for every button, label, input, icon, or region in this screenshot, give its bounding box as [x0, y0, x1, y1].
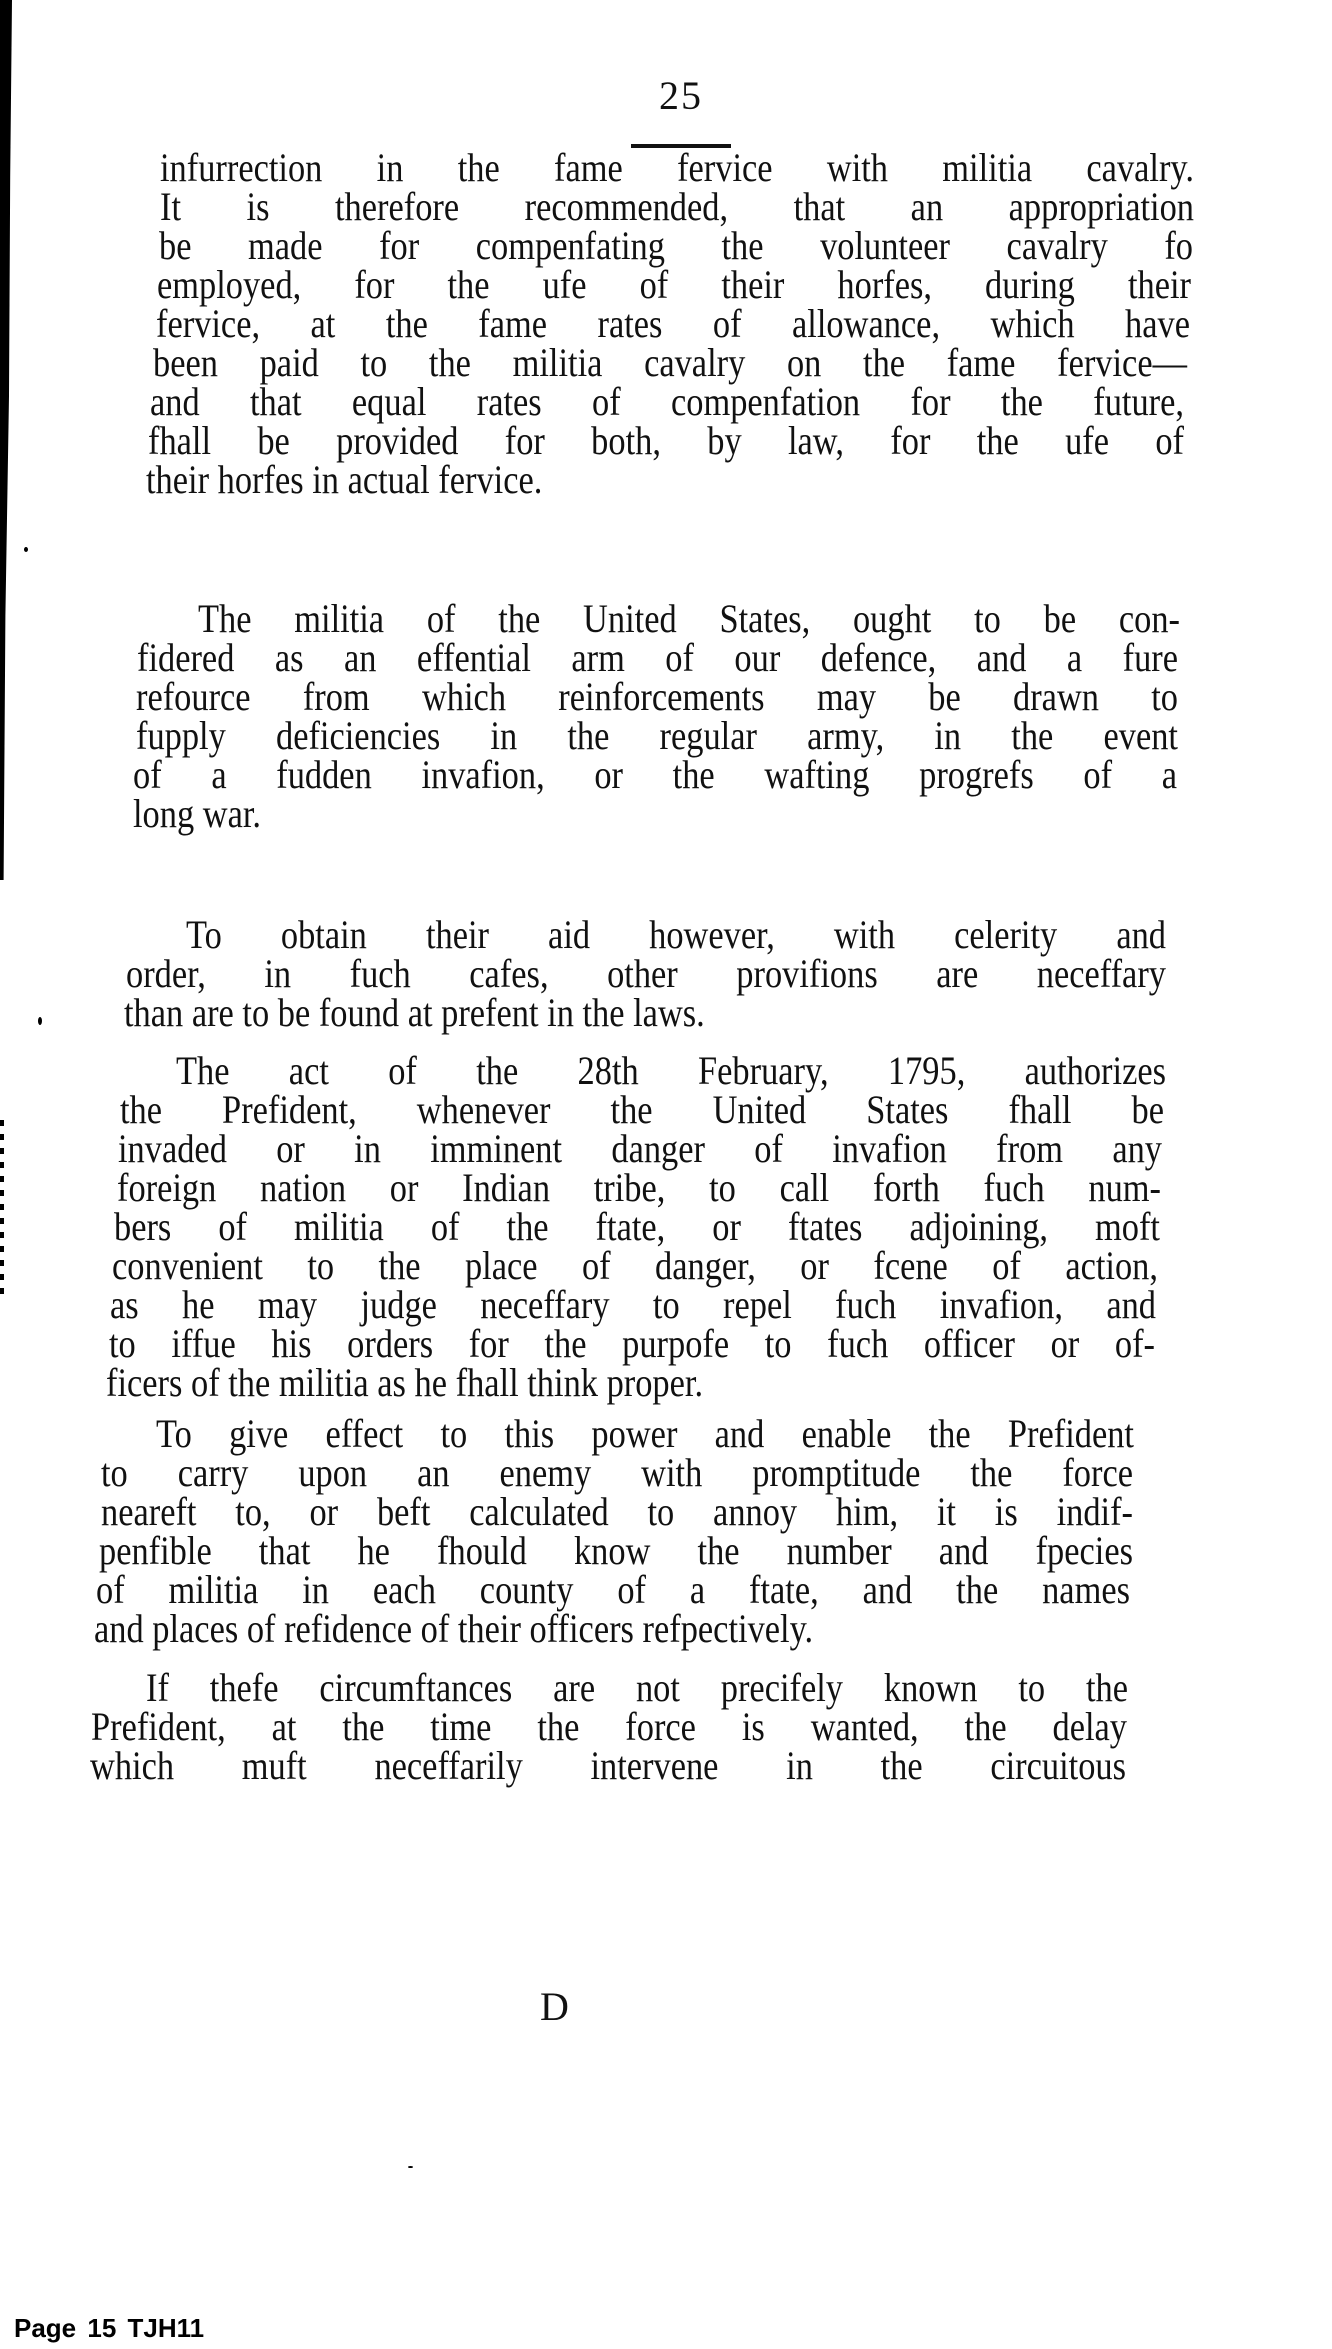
- text-line: Prefident, at the time the force is wanted, the delay: [91, 1704, 1127, 1749]
- text-line: To give effect to this power and enable the Prefident: [156, 1411, 1134, 1456]
- signature-mark: D: [540, 1984, 569, 2029]
- text-line: ficers of the militia as he fhall think proper.: [106, 1360, 704, 1405]
- text-line: which muft neceffarily intervene in the circuitous: [90, 1743, 1126, 1788]
- text-line: as he may judge neceffary to repel fuch invafion, and: [110, 1282, 1156, 1327]
- text-line: convenient to the place of danger, or fcene of action,: [112, 1243, 1158, 1288]
- text-line: and that equal rates of compenfation for the future,: [150, 379, 1184, 424]
- text-line: It is therefore recommended, that an appropriation: [160, 184, 1194, 229]
- text-line: their horfes in actual fervice.: [146, 457, 543, 502]
- footer-label: Page 15 TJH11: [14, 2313, 205, 2343]
- text-line: fupply deficiencies in the regular army, in the event: [136, 713, 1178, 758]
- text-line: invaded or in imminent danger of invafion from any: [118, 1126, 1162, 1171]
- text-line: order, in fuch cafes, other provifions are neceffary: [126, 951, 1166, 996]
- text-line: neareft to, or beft calculated to annoy him, it is indif-: [101, 1489, 1133, 1534]
- text-line: been paid to the militia cavalry on the fame fervice—: [153, 340, 1187, 385]
- text-line: and places of refidence of their officers refpectively.: [94, 1606, 814, 1651]
- text-line: penfible that he fhould know the number and fpecies: [99, 1528, 1133, 1573]
- text-line: The act of the 28th February, 1795, authorizes: [176, 1048, 1166, 1093]
- page-number: 25: [659, 73, 703, 118]
- speck: [38, 1017, 42, 1025]
- text-line: bers of militia of the ftate, or ftates adjoining, moft: [114, 1204, 1160, 1249]
- text-line: be made for compenfating the volunteer cavalry fo: [159, 223, 1193, 268]
- text-line: fhall be provided for both, by law, for the ufe of: [148, 418, 1184, 463]
- text-line: than are to be found at prefent in the laws.: [124, 990, 705, 1035]
- text-line: refource from which reinforcements may be drawn to: [136, 674, 1178, 719]
- text-line: of militia in each county of a ftate, and the names: [96, 1567, 1130, 1612]
- text-line: to iffue his orders for the purpofe to fuch officer or of-: [109, 1321, 1155, 1366]
- text-line: to carry upon an enemy with promptitude the force: [101, 1450, 1133, 1495]
- text-line: infurrection in the fame fervice with militia cavalry.: [160, 145, 1194, 190]
- speck: [408, 2166, 413, 2168]
- text-line: fervice, at the fame rates of allowance, which have: [156, 301, 1190, 346]
- text-line: the Prefident, whenever the United States fhall be: [120, 1087, 1164, 1132]
- text-line: fidered as an effential arm of our defence, and a fure: [137, 635, 1178, 680]
- text-line: employed, for the ufe of their horfes, during their: [157, 262, 1191, 307]
- text-line: foreign nation or Indian tribe, to call forth fuch num-: [117, 1165, 1161, 1210]
- speck: [24, 547, 28, 552]
- text-line: If thefe circumftances are not precifely known to the: [146, 1665, 1128, 1710]
- text-line: of a fudden invafion, or the wafting progrefs of a: [133, 752, 1177, 797]
- text-line: The militia of the United States, ought to be con-: [198, 596, 1180, 641]
- text-line: To obtain their aid however, with celerity and: [186, 912, 1166, 957]
- text-line: long war.: [133, 791, 262, 836]
